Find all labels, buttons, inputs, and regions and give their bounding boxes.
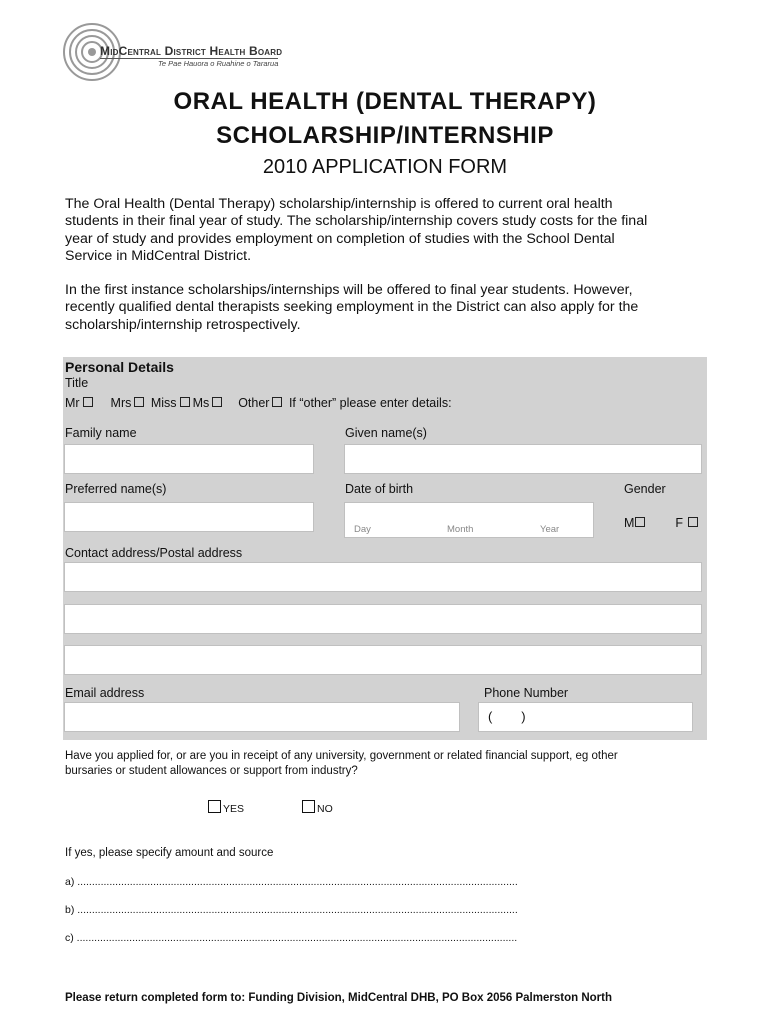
text-line: bursaries or student allowances or support from industry? (65, 765, 358, 777)
title-options (65, 396, 452, 410)
support-line-c[interactable]: c) ....................................................................................................................................................... (65, 932, 518, 944)
yes-label: YES (223, 803, 245, 815)
address-line-3[interactable] (64, 645, 702, 675)
dob-month-hint: Month (447, 524, 474, 535)
specify-label: If yes, please specify amount and source (65, 847, 274, 859)
option-label: F (675, 516, 684, 530)
preferred-name-label: Preferred name(s) (65, 482, 167, 496)
intro-paragraph-2 (65, 282, 715, 334)
text-line: recently qualified dental therapists seeking employment in the District can also apply for the (65, 299, 639, 316)
support-question (65, 749, 715, 779)
given-names-field[interactable] (344, 444, 702, 474)
title-miss-checkbox[interactable] (180, 397, 190, 407)
title-label: Title (65, 376, 89, 390)
preferred-name-field[interactable] (64, 502, 314, 532)
dob-day-hint: Day (354, 524, 371, 535)
option-label: Miss (150, 396, 177, 410)
section-title: Personal Details (65, 359, 174, 375)
form-name: 2010 APPLICATION FORM (262, 156, 508, 178)
family-name-field[interactable] (64, 444, 314, 474)
text-line: students in their final year of study. The scholarship/internship covers study costs for the final (65, 213, 648, 230)
title-mrs-checkbox[interactable] (134, 397, 144, 407)
option-label: Mrs (110, 396, 132, 410)
yes-checkbox[interactable] (208, 800, 221, 813)
gender-m-checkbox[interactable] (635, 517, 645, 527)
page-title: ORAL HEALTH (DENTAL THERAPY) (173, 88, 597, 115)
dob-label: Date of birth (345, 482, 414, 496)
email-label: Email address (65, 686, 145, 700)
option-label: Mr (65, 396, 80, 410)
given-names-label: Given name(s) (345, 426, 427, 440)
gender-label: Gender (624, 482, 666, 496)
family-name-label: Family name (65, 426, 137, 440)
support-line-a[interactable]: a) ....................................................................................................................................................... (65, 876, 518, 888)
org-tagline: Te Pae Hauora o Ruahine o Tararua (158, 59, 279, 68)
address-label: Contact address/Postal address (65, 546, 243, 560)
other-prompt: If “other” please enter details: (288, 396, 452, 410)
email-field[interactable] (64, 702, 460, 732)
option-label: Ms (192, 396, 210, 410)
phone-area-code: ( ) (488, 709, 526, 724)
title-ms-checkbox[interactable] (212, 397, 222, 407)
support-line-b[interactable]: b) ....................................................................................................................................................... (65, 904, 518, 916)
text-line: year of study and provides employment on completion of studies with the School Dental (65, 230, 615, 247)
no-checkbox[interactable] (302, 800, 315, 813)
text-line: scholarship/internship retrospectively. (65, 316, 301, 333)
text-line: Service in MidCentral District. (65, 247, 252, 264)
option-label: Other (238, 396, 270, 410)
text-line: Have you applied for, or are you in receipt of any university, government or related financial support, eg other (65, 750, 618, 762)
no-label: NO (317, 803, 333, 815)
address-line-1[interactable] (64, 562, 702, 592)
dob-year-hint: Year (540, 524, 560, 535)
title-other-checkbox[interactable] (272, 397, 282, 407)
title-mr-checkbox[interactable] (83, 397, 93, 407)
address-line-2[interactable] (64, 604, 702, 634)
intro-paragraph-1 (65, 196, 715, 265)
org-name: MidCentral District Health Board (100, 44, 283, 58)
page-subtitle: SCHOLARSHIP/INTERNSHIP (216, 122, 554, 149)
text-line: In the first instance scholarships/internships will be offered to final year students. However, (65, 282, 633, 298)
return-instructions: Please return completed form to: Funding Division, MidCentral DHB, PO Box 2056 Palmerston North (65, 992, 612, 1004)
phone-label: Phone Number (484, 686, 569, 700)
option-label: M (624, 516, 635, 530)
text-line: The Oral Health (Dental Therapy) scholarship/internship is offered to current oral health (65, 196, 613, 212)
gender-f-checkbox[interactable] (688, 517, 698, 527)
gender-options (624, 516, 701, 530)
